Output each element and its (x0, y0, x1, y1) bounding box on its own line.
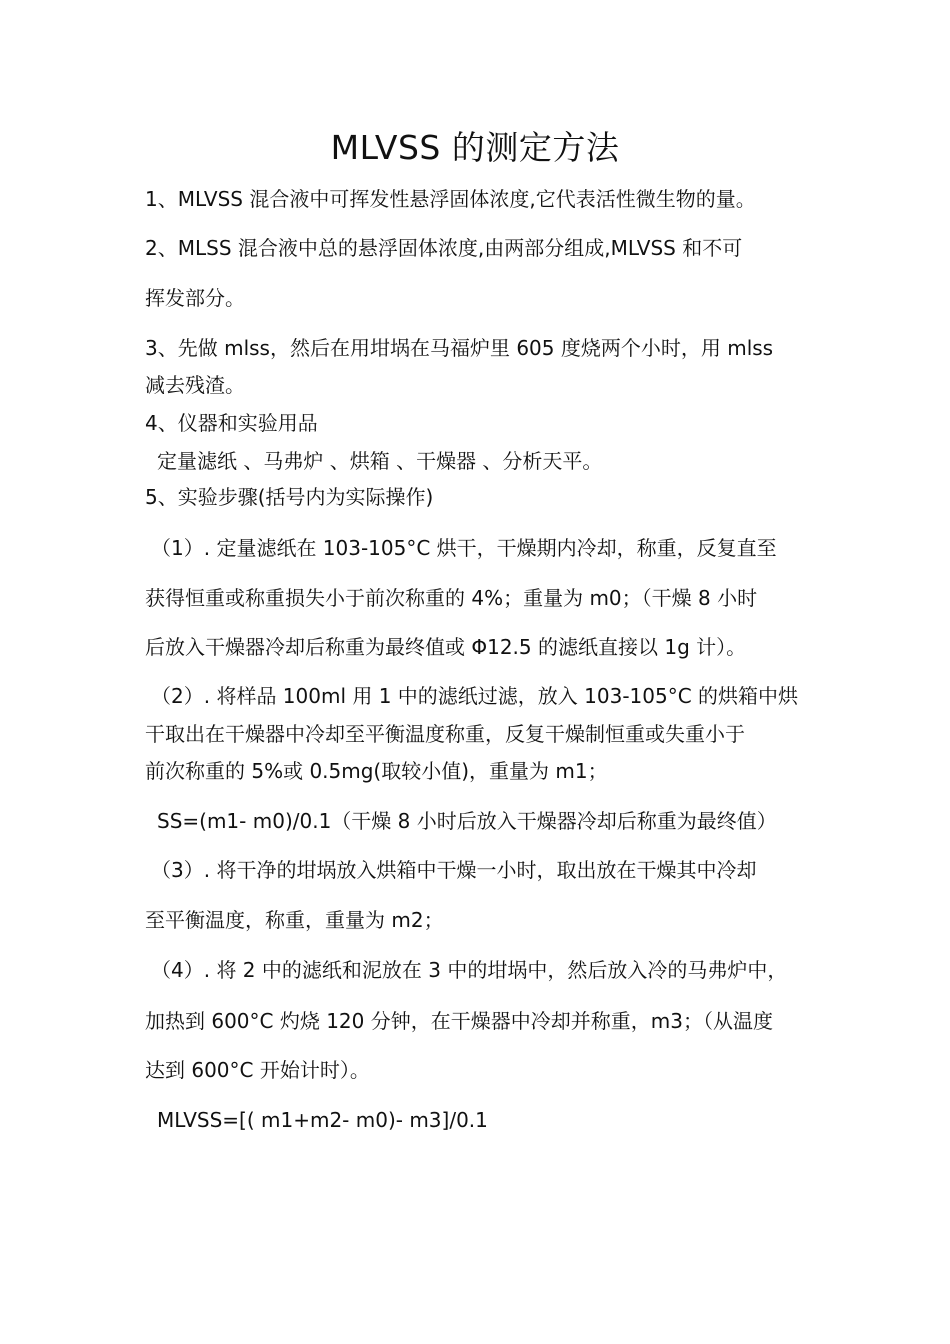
paragraph-line-17: 至平衡温度，称重，重量为 m2； (145, 908, 444, 932)
paragraph-line-7: 定量滤纸 、马弗炉 、烘箱 、干燥器 、分析天平。 (157, 449, 603, 473)
paragraph-line-6: 4、仪器和实验用品 (145, 411, 318, 435)
paragraph-line-3: 挥发部分。 (145, 286, 245, 310)
formula-ss: SS=(m1- m0)/0.1（干燥 8 小时后放入干燥器冷却后称重为最终值） (157, 809, 777, 833)
paragraph-line-5: 减去残渣。 (145, 373, 245, 397)
paragraph-line-11: 后放入干燥器冷却后称重为最终值或 Φ12.5 的滤纸直接以 1g 计）。 (145, 635, 747, 659)
paragraph-line-19: 加热到 600°C 灼烧 120 分钟，在干燥器中冷却并称重，m3；（从温度 (145, 1009, 773, 1033)
paragraph-line-2: 2、MLSS 混合液中总的悬浮固体浓度,由两部分组成,MLVSS 和不可 (145, 236, 743, 260)
paragraph-line-20: 达到 600°C 开始计时）。 (145, 1058, 370, 1082)
paragraph-line-14: 前次称重的 5%或 0.5mg(取较小值)，重量为 m1； (145, 759, 608, 783)
paragraph-line-4: 3、先做 mlss，然后在用坩埚在马福炉里 605 度烧两个小时，用 mlss (145, 336, 774, 360)
paragraph-line-1: 1、MLVSS 混合液中可挥发性悬浮固体浓度,它代表活性微生物的量。 (145, 187, 756, 211)
paragraph-line-16: （3）. 将干净的坩埚放入烘箱中干燥一小时，取出放在干燥其中冷却 (151, 858, 757, 882)
paragraph-line-10: 获得恒重或称重损失小于前次称重的 4%；重量为 m0；（干燥 8 小时 (145, 586, 758, 610)
paragraph-line-12: （2）. 将样品 100ml 用 1 中的滤纸过滤，放入 103-105°C 的烘箱中烘 (151, 684, 799, 708)
paragraph-line-13: 干取出在干燥器中冷却至平衡温度称重，反复干燥制恒重或失重小于 (145, 722, 745, 746)
paragraph-line-8: 5、实验步骤(括号内为实际操作) (145, 485, 434, 509)
paragraph-line-18: （4）. 将 2 中的滤纸和泥放在 3 中的坩埚中，然后放入冷的马弗炉中， (151, 958, 788, 982)
paragraph-line-9: （1）. 定量滤纸在 103-105°C 烘干，干燥期内冷却，称重，反复直至 (151, 536, 777, 560)
page-title: MLVSS 的测定方法 (330, 128, 620, 167)
formula-mlvss: MLVSS=[( m1+m2- m0)- m3]/0.1 (157, 1108, 488, 1132)
